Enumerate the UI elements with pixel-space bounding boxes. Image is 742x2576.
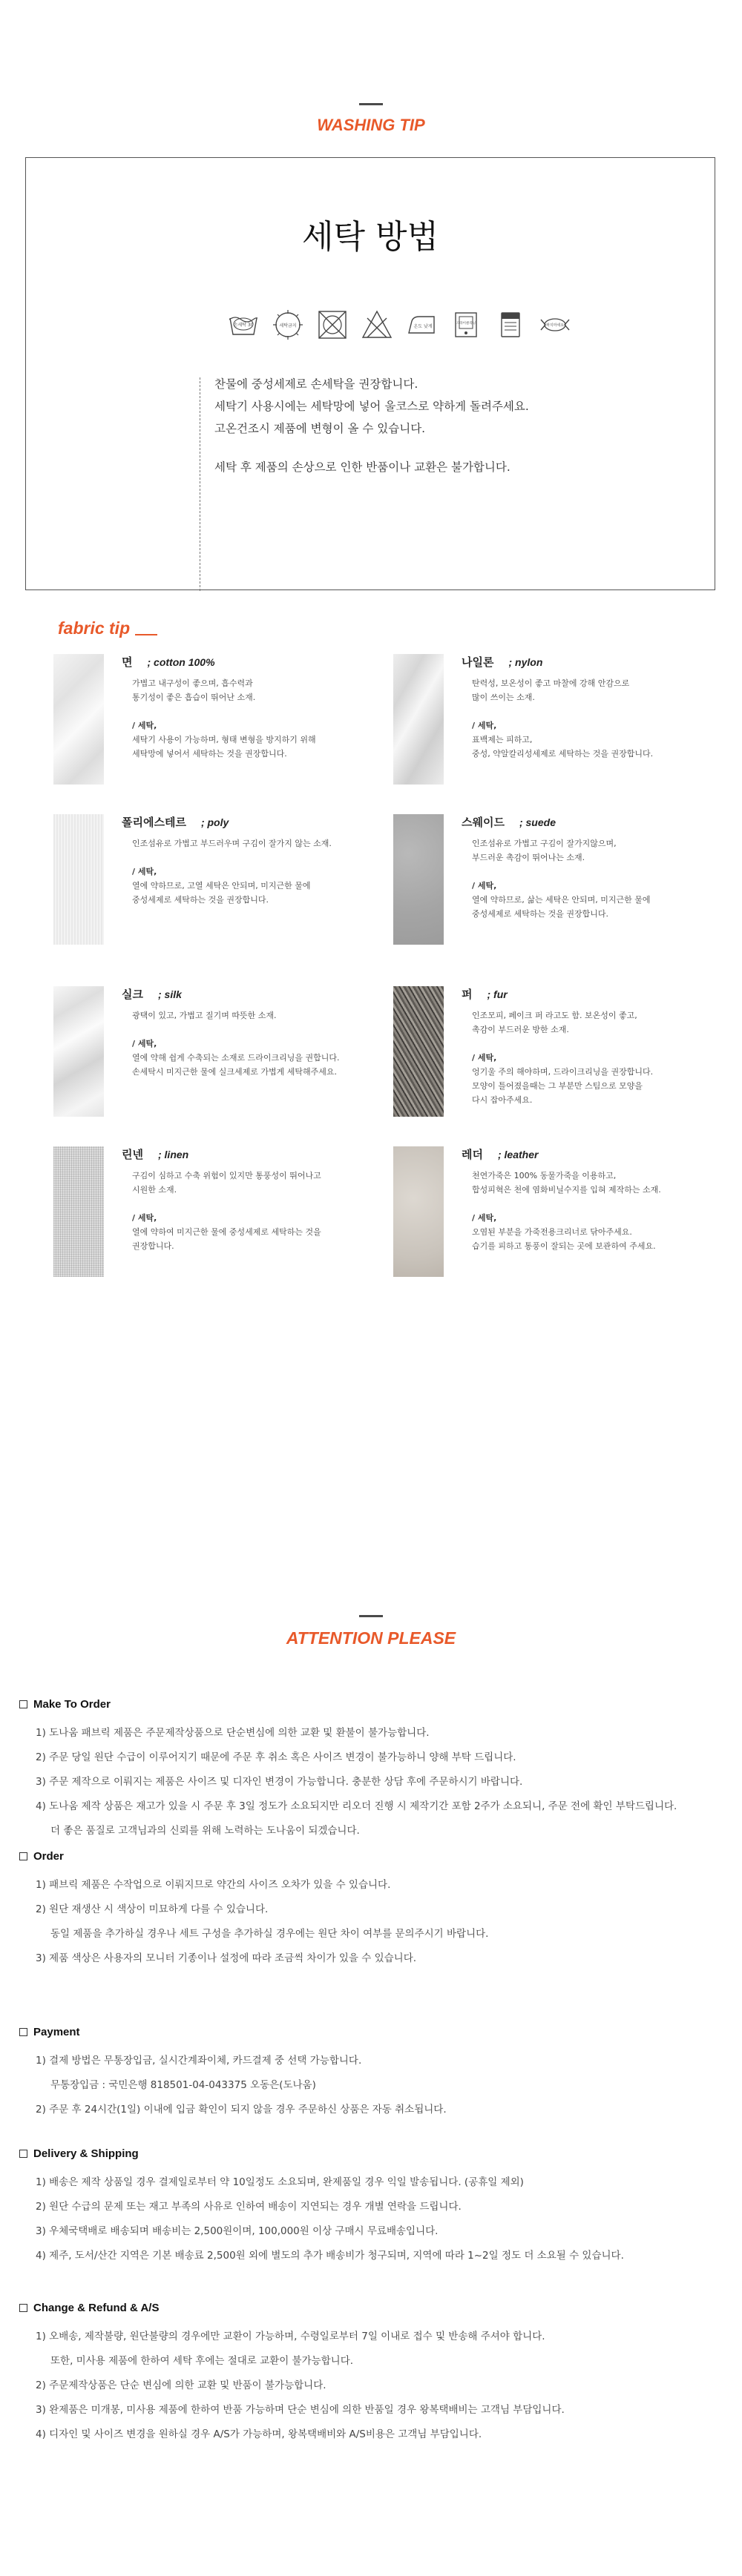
attention-line: 2) 원단 수급의 문제 또는 재고 부족의 사유로 인하여 배송이 지연되는 경우 개별 연락을 드립니다. — [36, 2201, 462, 2213]
washing-note: 세탁 후 제품의 손상으로 인한 반품이나 교환은 불가합니다. — [214, 460, 510, 474]
attention-section-heading — [19, 2026, 724, 2038]
attention-section-title: ATTENTION PLEASE — [286, 1628, 456, 1648]
fabric-name: 퍼 ; fur — [462, 988, 508, 1001]
attention-line: 4) 도나움 제작 상품은 재고가 있을 시 주문 후 3일 정도가 소요되지만 리오더 진행 시 제작기간 포함 2주가 소요되니, 주문 전에 확인 부탁드립니다. — [36, 1800, 677, 1812]
attention-section-heading — [19, 1850, 724, 1863]
attention-list — [19, 1721, 724, 1843]
suede-swatch — [393, 814, 444, 945]
attention-line: 2) 주문 후 24시간(1일) 이내에 입금 확인이 되지 않을 경우 주문하신 상품은 자동 취소됩니다. — [36, 2104, 447, 2116]
attention-line: 동일 제품을 추가하실 경우나 세트 구성을 추가하실 경우에는 원단 차이 여부를 문의주시기 바랍니다. — [50, 1928, 489, 1940]
nylon-swatch — [393, 654, 444, 785]
washing-instructions — [214, 373, 529, 478]
attention-section-title: Change & Refund & A/S — [33, 2302, 160, 2314]
attention-line: 4) 디자인 및 사이즈 변경을 원하실 경우 A/S가 가능하며, 왕복택배비와 A/S비용은 고객님 부담입니다. — [36, 2428, 482, 2440]
fabric-name: 면 ; cotton 100% — [122, 655, 215, 669]
cotton-swatch — [53, 654, 104, 785]
fabric-item-silk — [53, 986, 365, 1117]
fabric-item-linen — [53, 1146, 365, 1277]
checkbox-square-icon — [19, 1700, 27, 1708]
attention-list — [19, 2170, 724, 2268]
svg-text:온도 낮게: 온도 낮게 — [413, 324, 433, 329]
checkbox-square-icon — [19, 1852, 27, 1860]
attention-line: 1) 배송은 제작 상품일 경우 결제일로부터 약 10일정도 소요되며, 완제품일 경우 익일 발송됩니다. (공휴일 제외) — [36, 2176, 524, 2188]
attention-line: 3) 완제품은 미개봉, 미사용 제품에 한하여 반품 가능하며 단순 변심에 의한 반품일 경우 왕복택배비는 고객님 부담입니다. — [36, 2404, 565, 2416]
attention-section-title: Delivery & Shipping — [33, 2147, 139, 2160]
no-bleach-icon — [360, 308, 394, 342]
attention-line: 3) 제품 색상은 사용자의 모니터 기종이나 설정에 따라 조금씩 차이가 있을 수 있습니다. — [36, 1952, 417, 1964]
svg-text:짜지마세요: 짜지마세요 — [545, 323, 565, 328]
checkbox-square-icon — [19, 2150, 27, 2158]
fabric-description: 인조섬유로 가볍고 구김이 잘가지않으며, 부드러운 촉감이 뛰어나는 소재. / 세탁, 열에 약하므로, 삶는 세탁은 안되며, 미지근한 물에 중성세제로 세탁하는 것을 권장합니다. — [472, 839, 651, 919]
attention-section-title: Payment — [33, 2026, 80, 2038]
attention-line: 2) 원단 재생산 시 색상이 미묘하게 다를 수 있습니다. — [36, 1903, 269, 1915]
attention-line: 또한, 미사용 제품에 한하여 세탁 후에는 절대로 교환이 불가능합니다. — [50, 2355, 354, 2367]
attention-section — [19, 1850, 724, 1971]
washing-line: 고온건조시 제품에 변형이 올 수 있습니다. — [214, 422, 426, 435]
poly-swatch — [53, 814, 104, 945]
fabric-description: 천연가죽은 100% 동물가죽을 이용하고, 합성피혁은 천에 염화비닐수지를 입혀 제작하는 소재. / 세탁, 오염된 부분을 가죽전용크리너로 닦아주세요. 습기를 피하고 통풍이 잘되는 곳에 보관하여 주세요. — [472, 1171, 661, 1251]
linen-swatch — [53, 1146, 104, 1277]
checkbox-square-icon — [19, 2028, 27, 2036]
fabric-item-nylon — [393, 654, 705, 785]
fabric-description: 구김이 심하고 수축 위험이 있지만 통풍성이 뛰어나고 시원한 소재. / 세탁, 열에 약하여 미지근한 물에 중성세제로 세탁하는 것을 권장합니다. — [132, 1171, 321, 1251]
attention-section — [19, 2302, 724, 2447]
fabric-item-suede — [393, 814, 705, 945]
attention-section-title: Make To Order — [33, 1698, 111, 1711]
attention-section-heading — [19, 1698, 724, 1711]
checkbox-square-icon — [19, 2304, 27, 2312]
attention-section-heading — [19, 2302, 724, 2314]
dry-clean-icon — [449, 308, 483, 342]
attention-line: 1) 오배송, 제작불량, 원단불량의 경우에만 교환이 가능하며, 수령일로부터 7일 이내로 접수 및 반송해 주셔야 합니다. — [36, 2331, 545, 2342]
wet-clean-icon — [493, 308, 528, 342]
fabric-description: 인조모피, 페이크 퍼 라고도 함. 보온성이 좋고, 촉감이 부드러운 방한 소재. / 세탁, 엉기울 주의 해야하며, 드라이크리닝을 권장합니다. 모양이 틀어졌을때는 그 부분만 스팀으로 모양을 다시 잡아주세요. — [472, 1011, 654, 1105]
attention-line: 더 좋은 품질로 고객님과의 신뢰를 위해 노력하는 도나움이 되겠습니다. — [50, 1825, 360, 1837]
fur-swatch — [393, 986, 444, 1117]
attention-section — [19, 2026, 724, 2122]
fabric-name: 레더 ; leather — [462, 1148, 539, 1161]
fabric-name: 나일론 ; nylon — [462, 655, 543, 669]
attention-line: 1) 결제 방법은 무통장입금, 실시간계좌이체, 카드결제 중 선택 가능합니다. — [36, 2055, 362, 2067]
fabric-item-leather — [393, 1146, 705, 1277]
attention-section-heading — [19, 2147, 724, 2160]
fabric-description: 광택이 있고, 가볍고 질기며 따뜻한 소재. / 세탁, 열에 약해 쉽게 수축되는 소재로 드라이크리닝을 권합니다. 손세탁시 미지근한 물에 실크세제로 가볍게 세탁해주세요. — [132, 1011, 340, 1077]
svg-text:손세탁 30: 손세탁 30 — [233, 323, 254, 328]
care-icon-row — [226, 308, 572, 342]
attention-section — [19, 2147, 724, 2268]
hand-wash-30-icon — [226, 308, 260, 342]
fabric-item-poly — [53, 814, 365, 945]
attention-line: 2) 주문 당일 원단 수급이 이루어지기 때문에 주문 후 취소 혹은 사이즈 변경이 불가능하니 양해 부탁 드립니다. — [36, 1751, 516, 1763]
fabric-name: 스웨이드 ; suede — [462, 816, 556, 829]
washing-box — [25, 157, 715, 590]
attention-line: 4) 제주, 도서/산간 지역은 기본 배송료 2,500원 외에 별도의 추가 배송비가 청구되며, 지역에 따라 1~2일 정도 더 소요될 수 있습니다. — [36, 2250, 624, 2262]
attention-section — [19, 1698, 724, 1843]
washing-divider — [200, 377, 201, 591]
svg-text:세탁금지: 세탁금지 — [279, 323, 297, 328]
attention-line: 3) 주문 제작으로 이뤄지는 제품은 사이즈 및 디자인 변경이 가능합니다. 충분한 상담 후에 주문하시기 바랍니다. — [36, 1776, 523, 1788]
fabric-description: 탄력성, 보온성이 좋고 마찰에 강해 안감으로 많이 쓰이는 소재. / 세탁, 표백제는 피하고, 중성, 약알칼리성세제로 세탁하는 것을 권장합니다. — [472, 678, 654, 759]
attention-line: 1) 패브릭 제품은 수작업으로 이뤄지므로 약간의 사이즈 오차가 있을 수 있습니다. — [36, 1879, 391, 1891]
attention-list — [19, 2325, 724, 2447]
washing-accent-bar — [359, 103, 383, 105]
fabric-name: 린넨 ; linen — [122, 1148, 189, 1161]
fabric-name: 폴리에스테르 ; poly — [122, 816, 229, 829]
attention-line: 무통장입금 : 국민은행 818501-04-043375 오동은(도나움) — [50, 2079, 316, 2091]
attention-line: 1) 도나움 패브릭 제품은 주문제작상품으로 단순변심에 의한 교환 및 환불이 불가능합니다. — [36, 1727, 430, 1739]
fabric-description: 인조섬유로 가볍고 부드러우며 구김이 잘가지 않는 소재. / 세탁, 열에 약하므로, 고열 세탁은 안되며, 미지근한 물에 중성세제로 세탁하는 것을 권장합니다. — [132, 839, 332, 905]
svg-text:드라이클리닝: 드라이클리닝 — [456, 322, 476, 326]
silk-swatch — [53, 986, 104, 1117]
washing-heading: 세탁 방법 — [301, 218, 439, 256]
attention-list — [19, 2049, 724, 2122]
no-tumble-dry-icon — [315, 308, 349, 342]
attention-section-title: Order — [33, 1850, 64, 1863]
washing-section-title: WASHING TIP — [317, 116, 425, 134]
washing-line: 찬물에 중성세제로 손세탁을 권장합니다. — [214, 377, 418, 391]
attention-line: 3) 우체국택배로 배송되며 배송비는 2,500원이며, 100,000원 이상 구매시 무료배송입니다. — [36, 2225, 439, 2237]
no-wring-icon — [538, 308, 572, 342]
no-wash-icon — [271, 308, 305, 342]
attention-list — [19, 1873, 724, 1971]
fabric-name: 실크 ; silk — [122, 988, 182, 1001]
fabric-title-underline — [135, 634, 157, 635]
attention-accent-bar — [359, 1615, 383, 1617]
attention-line: 2) 주문제작상품은 단순 변심에 의한 교환 및 반품이 불가능합니다. — [36, 2380, 326, 2391]
leather-swatch — [393, 1146, 444, 1277]
fabric-item-cotton — [53, 654, 365, 785]
iron-low-icon — [404, 308, 439, 342]
washing-line: 세탁기 사용시에는 세탁망에 넣어 울코스로 약하게 돌려주세요. — [214, 400, 529, 413]
fabric-item-fur — [393, 986, 705, 1117]
fabric-description: 가볍고 내구성이 좋으며, 흡수력과 통기성이 좋은 흡습이 뛰어난 소재. / 세탁, 세탁기 사용이 가능하며, 형태 변형을 방지하기 위해 세탁망에 넣어서 세탁하는 것을 권장합니다. — [132, 678, 316, 759]
fabric-section-title: fabric tip — [58, 618, 131, 638]
